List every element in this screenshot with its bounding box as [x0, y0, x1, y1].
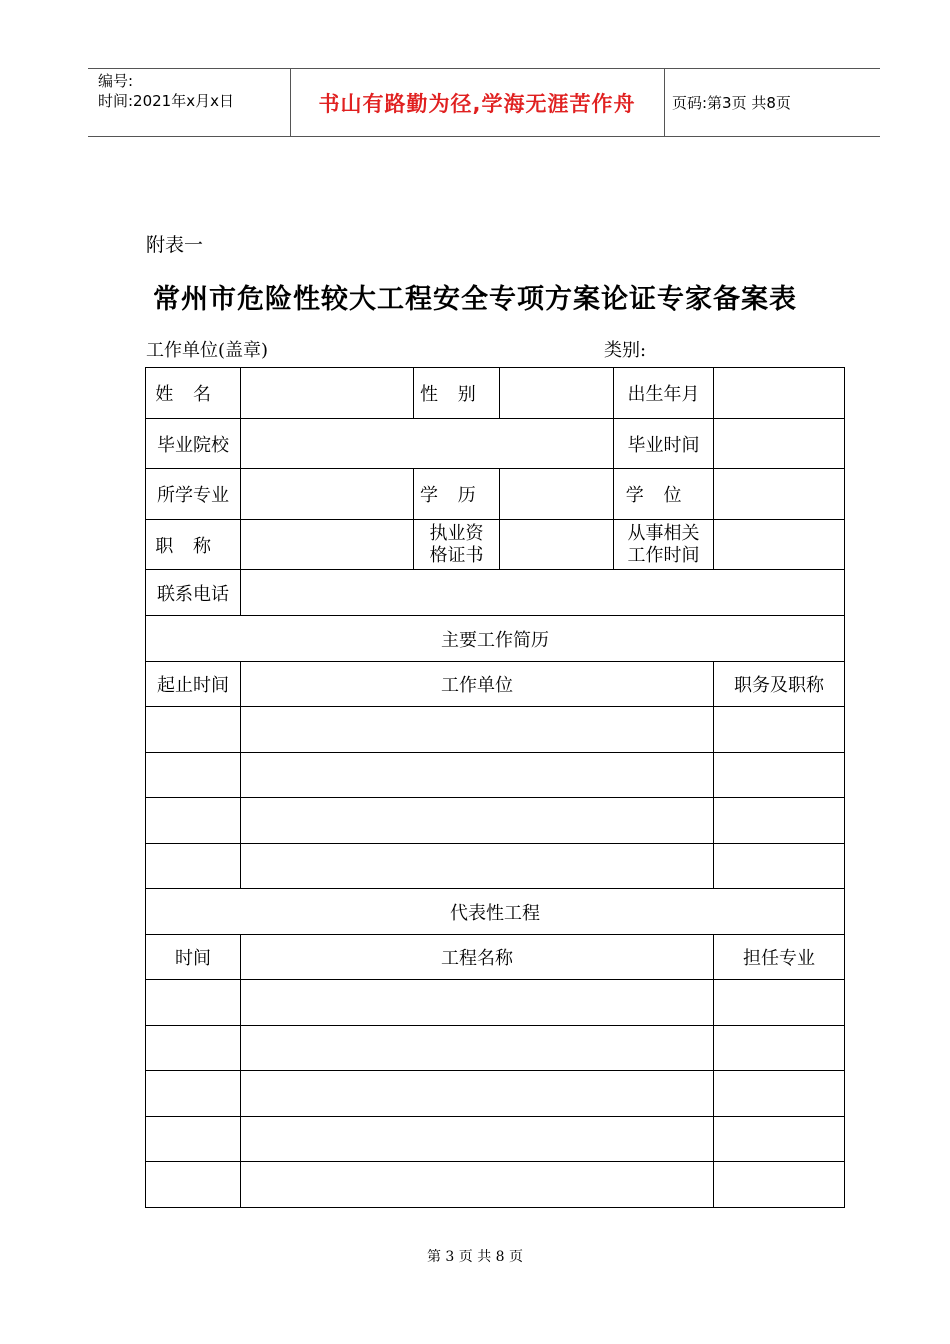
education-field[interactable] [500, 469, 614, 520]
project-role-cell[interactable] [714, 980, 845, 1026]
resume-section-header: 主要工作简历 [146, 616, 845, 662]
resume-position-cell[interactable] [714, 844, 845, 889]
project-name-header: 工程名称 [241, 935, 714, 980]
project-role-cell[interactable] [714, 1162, 845, 1208]
school-label: 毕业院校 [146, 419, 241, 469]
project-time-cell[interactable] [146, 1026, 241, 1071]
grad-time-label: 毕业时间 [614, 419, 714, 469]
project-time-cell[interactable] [146, 980, 241, 1026]
project-name-cell[interactable] [241, 1026, 714, 1071]
resume-position-cell[interactable] [714, 707, 845, 753]
degree-field[interactable] [714, 469, 845, 520]
work-unit-label: 工作单位(盖章) [146, 340, 269, 361]
header-page-label: 页码:第3页 共8页 [672, 94, 791, 112]
resume-employer-cell[interactable] [241, 753, 714, 798]
project-time-cell[interactable] [146, 1071, 241, 1117]
resume-period-cell[interactable] [146, 753, 241, 798]
employer-header: 工作单位 [241, 662, 714, 707]
degree-label: 学位 [614, 469, 714, 520]
resume-position-cell[interactable] [714, 798, 845, 844]
project-name-cell[interactable] [241, 1071, 714, 1117]
resume-position-cell[interactable] [714, 753, 845, 798]
project-name-cell[interactable] [241, 1162, 714, 1208]
resume-period-cell[interactable] [146, 707, 241, 753]
header-motto: 书山有路勤为径,学海无涯苦作舟 [318, 92, 636, 116]
professional-title-label: 职称 [146, 520, 241, 570]
gender-label: 性别 [414, 368, 500, 419]
project-row [146, 1026, 845, 1071]
project-role-cell[interactable] [714, 1026, 845, 1071]
resume-employer-cell[interactable] [241, 707, 714, 753]
work-years-field[interactable] [714, 520, 845, 570]
position-header: 职务及职称 [714, 662, 845, 707]
header-bottom-rule [88, 136, 880, 137]
header-divider-right [664, 68, 665, 136]
phone-label: 联系电话 [146, 570, 241, 616]
resume-row [146, 844, 845, 889]
project-role-header: 担任专业 [714, 935, 845, 980]
project-name-cell[interactable] [241, 1117, 714, 1162]
header-number-label: 编号: [98, 72, 134, 90]
form-title: 常州市危险性较大工程安全专项方案论证专家备案表 [153, 284, 797, 315]
phone-field[interactable] [241, 570, 845, 616]
header-top-rule [88, 68, 880, 69]
resume-employer-cell[interactable] [241, 844, 714, 889]
project-name-cell[interactable] [241, 980, 714, 1026]
grad-time-field[interactable] [714, 419, 845, 469]
project-row [146, 1071, 845, 1117]
project-row [146, 1162, 845, 1208]
project-time-header: 时间 [146, 935, 241, 980]
page-footer: 第 3 页 共 8 页 [426, 1249, 524, 1265]
work-years-label [614, 520, 714, 570]
resume-row [146, 753, 845, 798]
work-years-label-line2: 工作时间 [627, 544, 700, 566]
major-field[interactable] [241, 469, 414, 520]
project-time-cell[interactable] [146, 1162, 241, 1208]
project-row [146, 980, 845, 1026]
education-label: 学历 [414, 469, 500, 520]
certificate-label-line2: 格证书 [429, 544, 484, 566]
period-header: 起止时间 [146, 662, 241, 707]
certificate-field[interactable] [500, 520, 614, 570]
project-time-cell[interactable] [146, 1117, 241, 1162]
school-field[interactable] [241, 419, 614, 469]
resume-row [146, 707, 845, 753]
expert-registration-table [145, 367, 845, 1208]
resume-period-cell[interactable] [146, 844, 241, 889]
project-role-cell[interactable] [714, 1117, 845, 1162]
gender-field[interactable] [500, 368, 614, 419]
name-field[interactable] [241, 368, 414, 419]
certificate-label-line1: 执业资 [429, 522, 484, 544]
appendix-label: 附表一 [146, 234, 204, 256]
name-label: 姓名 [146, 368, 241, 419]
professional-title-field[interactable] [241, 520, 414, 570]
resume-employer-cell[interactable] [241, 798, 714, 844]
resume-period-cell[interactable] [146, 798, 241, 844]
project-row [146, 1117, 845, 1162]
major-label: 所学专业 [146, 469, 241, 520]
birth-label: 出生年月 [614, 368, 714, 419]
header-time-label: 时间:2021年x月x日 [98, 92, 234, 110]
certificate-label [414, 520, 500, 570]
work-years-label-line1: 从事相关 [627, 522, 700, 544]
category-label: 类别: [604, 340, 647, 361]
resume-row [146, 798, 845, 844]
project-role-cell[interactable] [714, 1071, 845, 1117]
birth-field[interactable] [714, 368, 845, 419]
projects-section-header: 代表性工程 [146, 889, 845, 935]
